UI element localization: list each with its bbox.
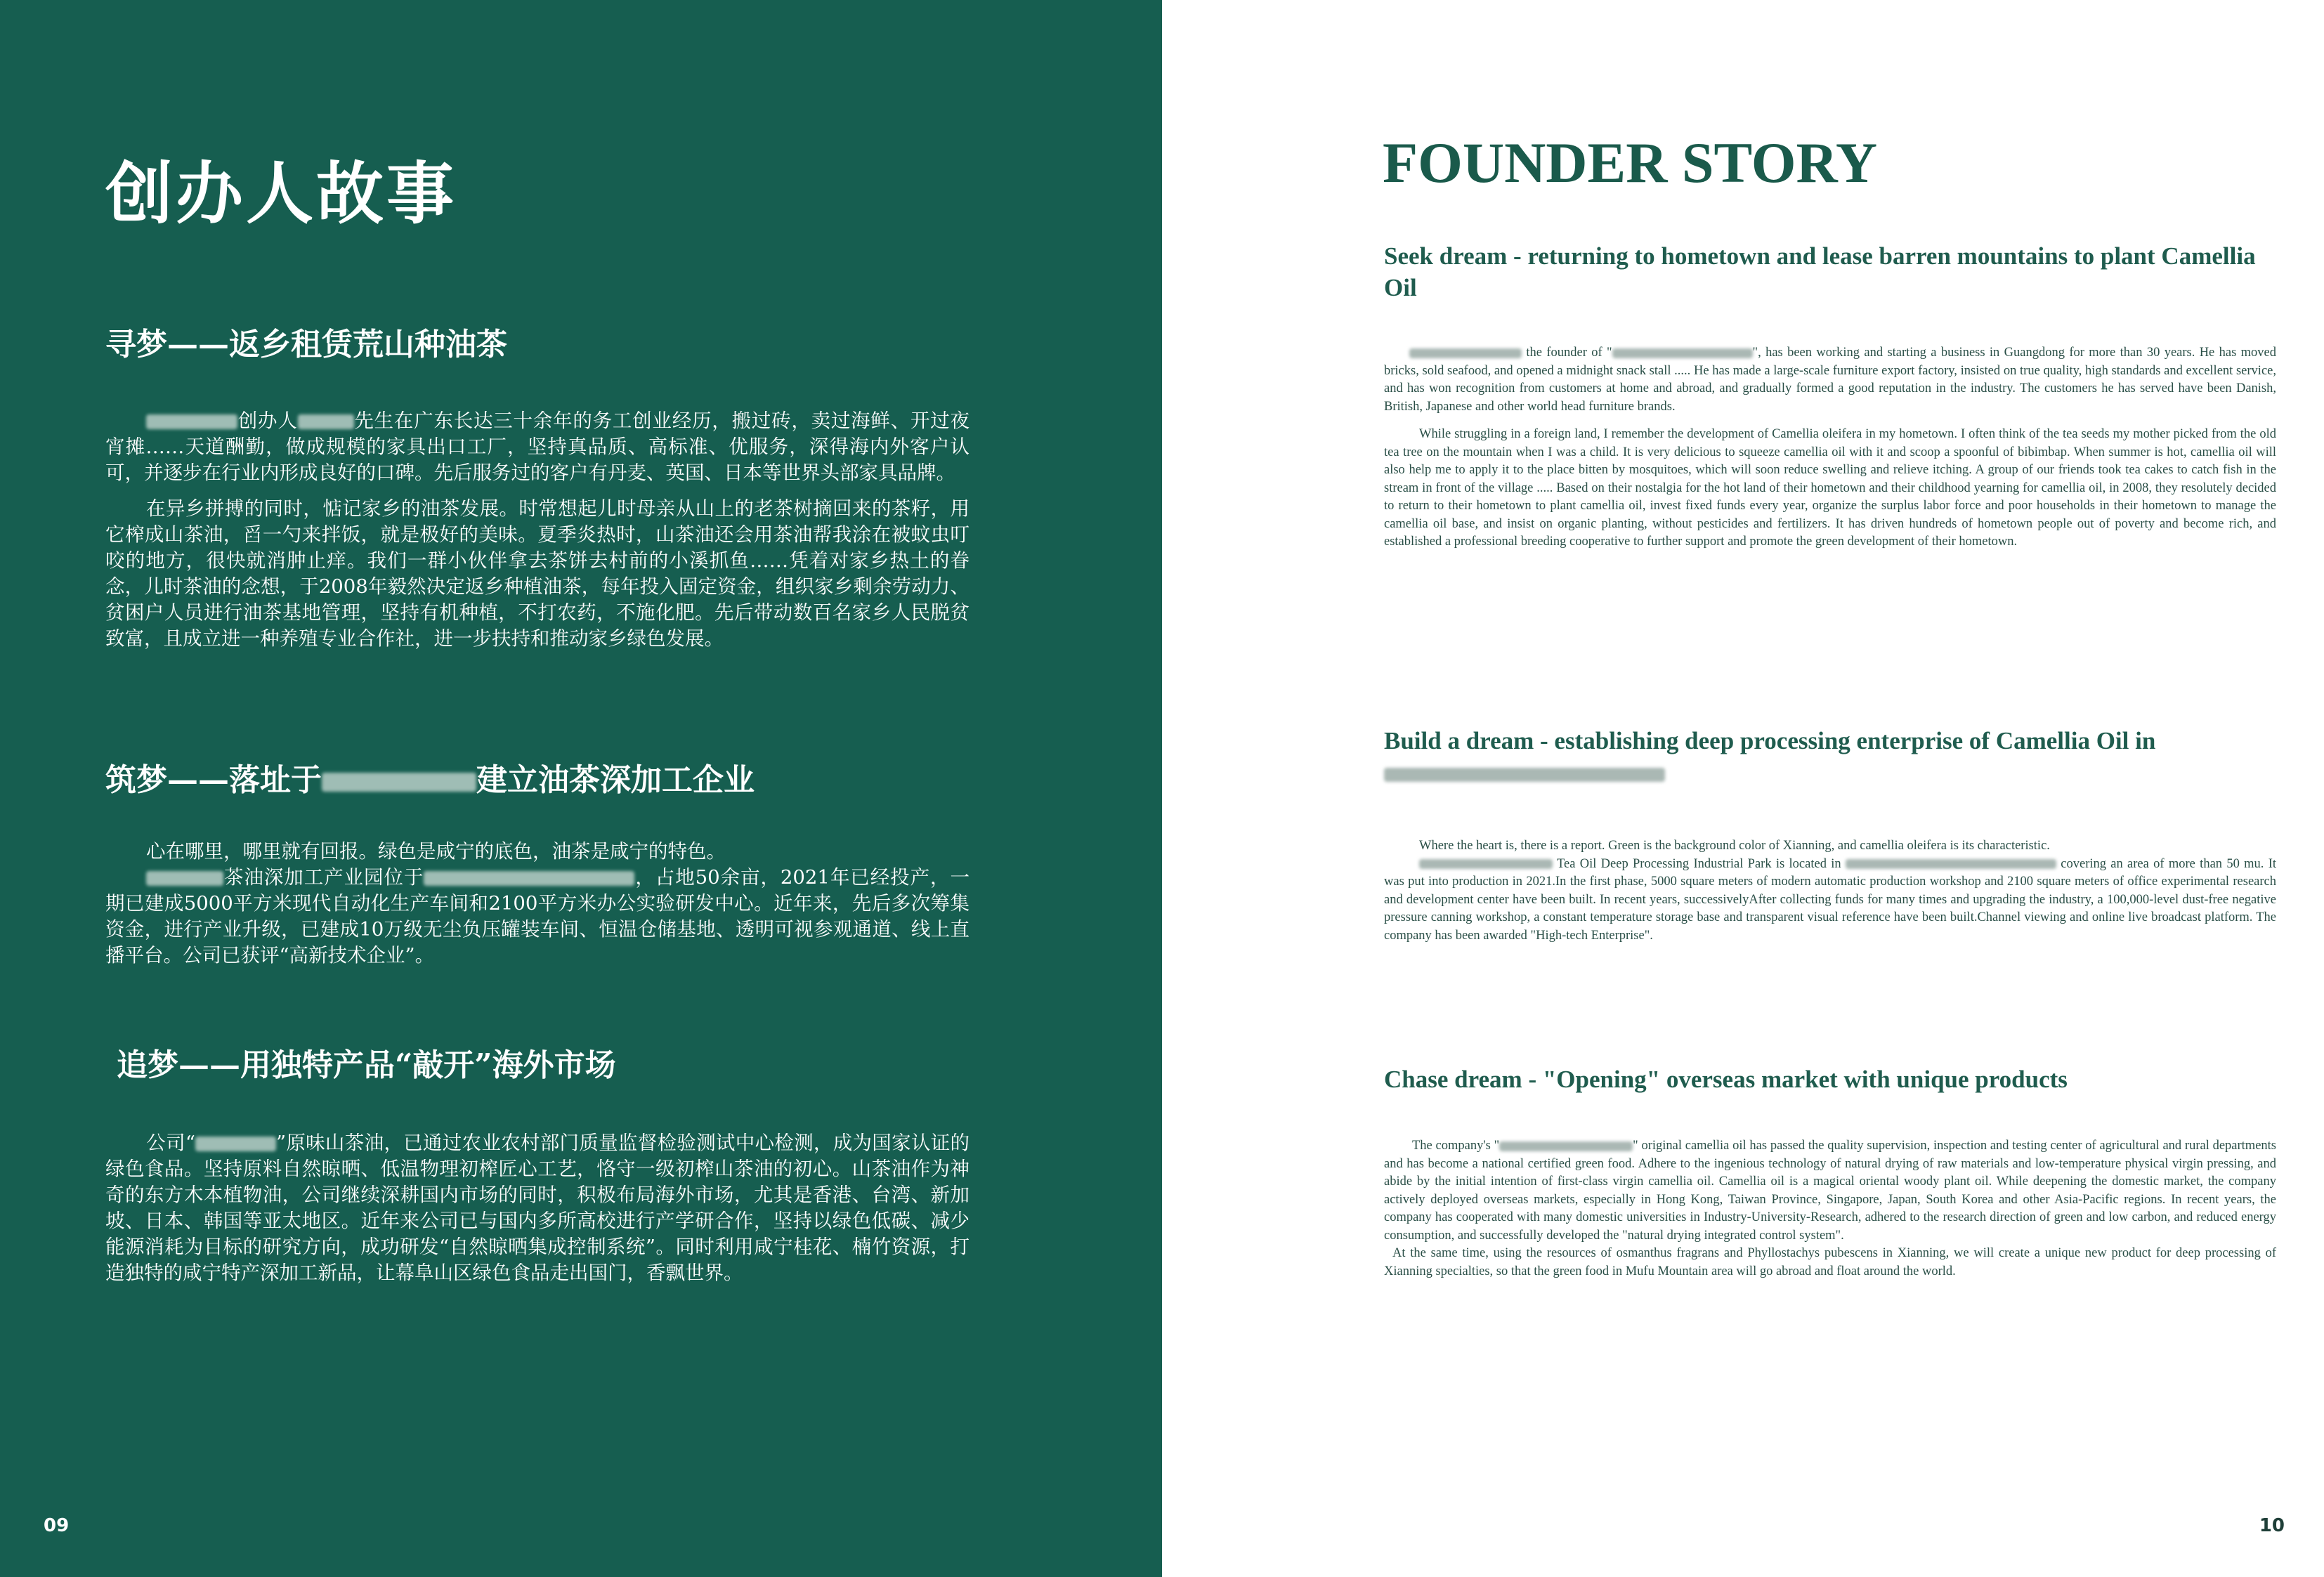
paragraph-en: At the same time, using the resources of osmanthus fragrans and Phyllostachys pubescens in Xianning, we will create a unique new product for deep processing of Xianning specialties, so that the green food in Mufu Mountain area will go abroad and float around the world. — [1384, 1246, 2276, 1278]
redacted-founder-name — [298, 414, 354, 429]
paragraph-en: Where the heart is, there is a report. Green is the background color of Xianning, and camellia oleifera is its characteristic. — [1419, 839, 2050, 853]
redacted-address — [1846, 859, 2056, 869]
right-page — [1162, 0, 2324, 1577]
paragraph-en: the founder of " ", has been working and starting a business in Guangdong for more than 30 years. He has moved bricks, sold seafood, and opened a midnight snack stall ..... He has made a large-scale furniture export factory, insisted on true quality, high standards and excellent service, and has won recognition from customers at home and abroad, and gradually formed a good reputation in the industry. The customers he has served have been Danish, British, Japanese and other world head furniture brands. — [1384, 346, 2276, 414]
section-build-dream-cn — [105, 760, 970, 969]
paragraph-en: The company's " " original camellia oil has passed the quality supervision, inspection and testing center of agricultural and rural departments and has become a national certified green food. Adhere to the ingenious technology of natural drying of raw materials and low-temperature physical virgin pressing, and abide by the initial intention of first-class virgin camellia oil. Camellia oil is a magical oriental woody plant oil. While deepening the domestic market, the company actively deployed overseas markets, especially in Hong Kong, Taiwan Province, Singapore, Japan, South Korea and other Asia-Pacific regions. In recent years, the company has cooperated with many domestic universities in Industry-University-Research, adhered to the research direction of green and low carbon, and reduced energy consumption, and successfully developed the "natural drying integrated control system". — [1384, 1139, 2276, 1243]
section-heading-cn: 追梦——用独特产品“敲开”海外市场 — [117, 1047, 616, 1083]
paragraph-cn: 在异乡拼搏的同时，惦记家乡的油茶发展。时常想起儿时母亲从山上的老茶树摘回来的茶籽，用它榨成山茶油，舀一勺来拌饭，就是极好的美味。夏季炎热时，山茶油还会用茶油帮我涂在被蚊虫叮咬的地方，很快就消肿止痒。我们一群小伙伴拿去茶饼去村前的小溪抓鱼……凭着对家乡热土的眷念，儿时茶油的念想，于2008年毅然决定返乡种植油茶，每年投入固定资金，组织家乡剩余劳动力、贫困户人员进行油茶基地管理，坚持有机种植，不打农药，不施化肥。先后带动数百名家乡人民脱贫致富，且成立进一种养殖专业合作社，进一步扶持和推动家乡绿色发展。 — [105, 497, 970, 650]
section-heading-en: Chase dream - "Opening" overseas market with unique products — [1384, 1066, 2068, 1093]
redacted-company-name — [146, 871, 223, 886]
section-chase-dream-en — [1384, 1064, 2276, 1281]
redacted-brand-name — [195, 1137, 276, 1151]
section-chase-dream-cn — [105, 1045, 970, 1286]
redacted-company-name — [1612, 348, 1753, 358]
section-heading-cn: 寻梦——返乡租赁荒山种油茶 — [105, 327, 507, 362]
redacted-brand-name — [1499, 1141, 1633, 1151]
redacted-location — [1384, 768, 1665, 781]
page-title-cn: 创办人故事 — [105, 154, 457, 233]
redacted-founder-name — [1409, 348, 1522, 358]
section-heading-cn: 筑梦——落址于 建立油茶深加工企业 — [105, 762, 755, 798]
paragraph-cn: 创办人 先生在广东长达三十余年的务工创业经历，搬过砖，卖过海鲜、开过夜宵摊……天道酬勤，做成规模的家具出口工厂，坚持真品质、高标准、优服务，深得海内外客户认可，并逐步在行业内形成良好的口碑。先后服务过的客户有丹麦、英国、日本等世界头部家具品牌。 — [105, 410, 970, 485]
section-seek-dream-en — [1384, 240, 2276, 551]
redacted-location — [322, 773, 476, 791]
paragraph-cn: 公司“ ”原味山茶油，已通过农业农村部门质量监督检验测试中心检测，成为国家认证的绿色食品。坚持原料自然晾晒、低温物理初榨匠心工艺，恪守一级初榨山茶油的初心。山茶油作为神奇的东方木本植物油，公司继续深耕国内市场的同时，积极布局海外市场，尤其是香港、台湾、新加坡、日本、韩国等亚太地区。近年来公司已与国内多所高校进行产学研合作，坚持以绿色低碳、减少能源消耗为目标的研究方向，成功研发“自然晾晒集成控制系统”。同时利用咸宁桂花、楠竹资源，打造独特的咸宁特产深加工新品，让幕阜山区绿色食品走出国门，香飘世界。 — [105, 1132, 970, 1285]
page-number-right: 10 — [2259, 1515, 2285, 1536]
page-title-en: FOUNDER STORY — [1383, 131, 1878, 195]
section-heading-en: Build a dream - establishing deep processing enterprise of Camellia Oil in — [1384, 725, 2276, 788]
redacted-company-name — [146, 414, 237, 429]
section-heading-en: Seek dream - returning to hometown and lease barren mountains to plant Camellia Oil — [1384, 242, 2256, 301]
page-number-left: 09 — [44, 1515, 70, 1536]
section-seek-dream-cn — [105, 325, 970, 652]
redacted-company-name — [1419, 859, 1553, 869]
section-build-dream-en — [1384, 725, 2276, 945]
redacted-address — [424, 871, 634, 886]
paragraph-en: Tea Oil Deep Processing Industrial Park is located in covering an area of more than 50 mu. It was put into production in 2021.In the first phase, 5000 square meters of modern automatic production workshop and 2100 square meters of office experimental research and development center have been built. In recent years, successivelyAfter collecting funds for many times and upgrading the industry, a 100,000-level dust-free negative pressure canning workshop, a constant temperature storage base and transparent visual reference have been built.Channel viewing and online live broadcast platform. The company has been awarded "High-tech Enterprise". — [1384, 856, 2277, 943]
paragraph-cn: 心在哪里，哪里就有回报。绿色是咸宁的底色，油茶是咸宁的特色。 — [146, 840, 726, 863]
paragraph-en: While struggling in a foreign land, I remember the development of Camellia oleifera in my hometown. I often think of the tea seeds my mother picked from the old tea tree on the mountain when I was a child. It is very delicious to squeeze camellia oil with it and scoop a spoonful of bibimbap. When summer is hot, camellia oil will also help me to apply it to the place bitten by mosquitoes, which will soon reduce swelling and relieve itching. A group of our friends took tea cakes to catch fish in the stream in front of the village ..... Based on their nostalgia for the hot land of their hometown and their childhood yearning for camellia oil, in 2008, they resolutely decided to return to their hometown to plant camellia oil, invest fixed funds every year, organize the surplus labor force and poor households in their hometown to manage the camellia oil base, and insist on organic planting, without pesticides and fertilizers. It has driven hundreds of hometown people out of poverty and become rich, and established a professional breeding cooperative to further support and promote the green development of their hometown. — [1384, 427, 2276, 549]
paragraph-cn: 茶油深加工产业园位于 ，占地50余亩，2021年已经投产，一期已建成5000平方米现代自动化生产车间和2100平方米办公实验研发中心。近年来，先后多次筹集资金，进行产业升级，已建成10万级无尘负压罐装车间、恒温仓储基地、透明可视参观通道、线上直播平台。公司已获评“高新技术企业”。 — [105, 866, 970, 967]
